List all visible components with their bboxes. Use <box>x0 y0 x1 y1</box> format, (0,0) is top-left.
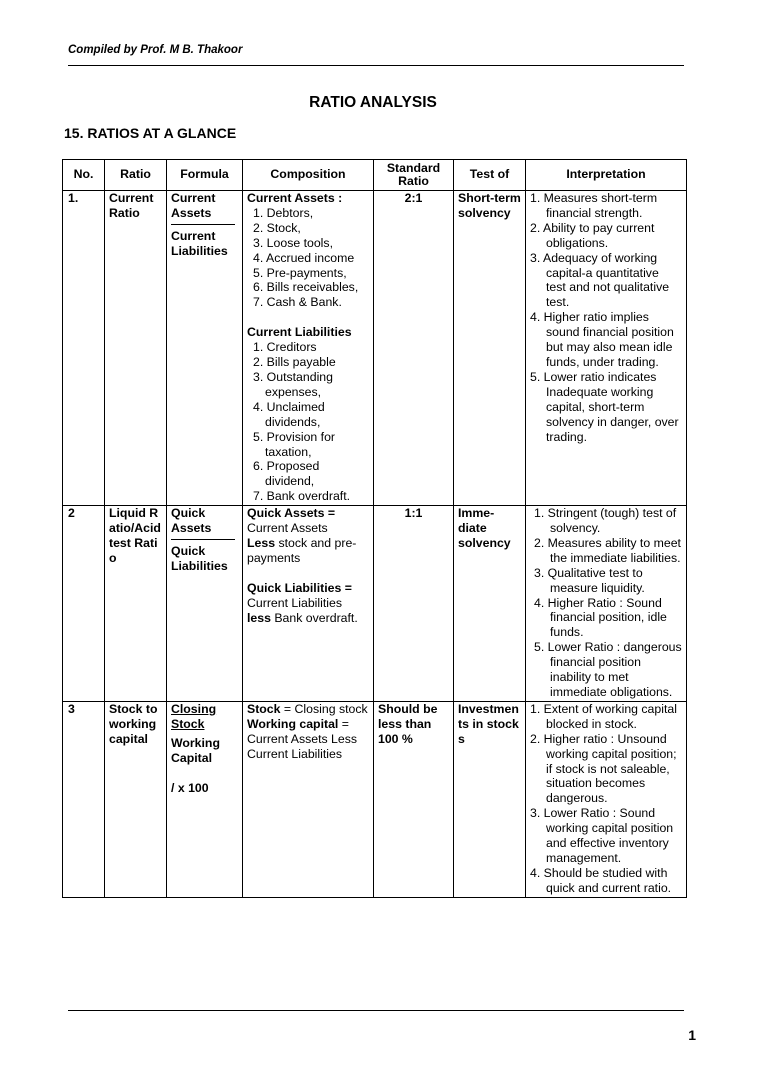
formula-cell <box>167 191 243 506</box>
list-item: 2. Measures ability to meet the immediate liabilities. <box>534 535 681 565</box>
formula-numerator: Quick Assets <box>171 506 212 536</box>
composition-line <box>247 702 369 717</box>
list-item: 3. Loose tools, <box>253 235 333 250</box>
composition-heading: Current Assets : <box>247 191 343 205</box>
test-of: Investments in stocks <box>454 701 526 897</box>
composition-heading: Quick Assets = <box>247 506 336 521</box>
interpretation-list <box>530 506 682 700</box>
list-item: 1. Creditors <box>253 340 317 355</box>
composition-line <box>247 611 369 626</box>
composition-cell <box>243 191 374 506</box>
col-header-test-of: Test of <box>454 160 526 191</box>
section-heading: 15. RATIOS AT A GLANCE <box>64 125 237 141</box>
row-number: 2 <box>63 506 105 702</box>
compiled-by-header: Compiled by Prof. M B. Thakoor <box>68 44 243 56</box>
composition-list <box>247 206 369 310</box>
composition-line: Current Liabilities <box>247 595 343 610</box>
stock-label: Stock <box>247 701 281 716</box>
list-item: 2. Higher ratio : Unsound working capital position; if stock is not saleable, situation becomes dangerous. <box>530 731 677 806</box>
list-item: 3. Qualitative test to measure liquidity. <box>534 565 645 595</box>
list-item: 2. Ability to pay current obligations. <box>530 220 655 250</box>
list-item: 1. Stringent (tough) test of solvency. <box>534 506 677 536</box>
header-divider <box>68 65 684 66</box>
composition-heading: Current Liabilities <box>247 325 352 340</box>
list-item: 5. Pre-payments, <box>253 265 347 280</box>
list-item: 4. Should be studied with quick and current ratio. <box>530 865 672 895</box>
list-item: 4. Higher Ratio : Sound financial position, idle funds. <box>534 595 667 640</box>
footer-divider <box>68 1010 684 1011</box>
formula-multiplier: / x 100 <box>171 780 209 795</box>
formula-cell <box>167 506 243 702</box>
col-header-standard-ratio: Standard Ratio <box>374 160 454 191</box>
list-item: 4. Accrued income <box>253 250 355 265</box>
composition-cell <box>243 701 374 897</box>
ratio-name: Stock to working capital <box>105 701 167 897</box>
col-header-no: No. <box>63 160 105 191</box>
interpretation-list <box>530 702 682 896</box>
formula-numerator: Closing Stock <box>171 701 217 731</box>
list-item: 5. Lower ratio indicates Inadequate working capital, short-term solvency in danger, over trading. <box>530 369 679 444</box>
list-item: 2. Stock, <box>253 220 301 235</box>
list-item: 7. Bank overdraft. <box>253 489 351 504</box>
row-number: 3 <box>63 701 105 897</box>
col-header-formula: Formula <box>167 160 243 191</box>
row-number: 1. <box>63 191 105 506</box>
standard-ratio: 1:1 <box>374 506 454 702</box>
col-header-ratio: Ratio <box>105 160 167 191</box>
working-capital-label: Working capital <box>247 716 339 731</box>
list-item: 5. Lower Ratio : dangerous financial position inability to met immediate obligations. <box>534 640 682 699</box>
page-number: 1 <box>688 1027 696 1043</box>
list-item: 4. Unclaimed dividends, <box>253 399 325 429</box>
list-item: 3. Outstanding expenses, <box>253 369 333 399</box>
list-item: 3. Lower Ratio : Sound working capital position and effective inventory management. <box>530 806 674 865</box>
interpretation-cell <box>526 506 687 702</box>
less-keyword: less <box>247 610 271 625</box>
col-header-composition: Composition <box>243 160 374 191</box>
formula-numerator: Current Assets <box>171 191 216 220</box>
composition-text: stock and pre-payments <box>247 535 357 565</box>
test-of: Short-term solvency <box>454 191 526 506</box>
list-item: 1. Debtors, <box>253 205 314 220</box>
list-item: 1. Measures short-term financial strength. <box>530 191 658 220</box>
interpretation-list <box>530 191 682 444</box>
composition-line <box>247 717 369 762</box>
formula-cell <box>167 701 243 897</box>
formula-denominator: Working Capital <box>171 735 220 765</box>
composition-heading: Quick Liabilities = <box>247 580 352 595</box>
list-item: 2. Bills payable <box>253 355 336 370</box>
table-row <box>63 701 687 897</box>
table-row <box>63 506 687 702</box>
col-header-interpretation: Interpretation <box>526 160 687 191</box>
standard-ratio: 2:1 <box>374 191 454 506</box>
list-item: 6. Proposed dividend, <box>253 459 320 489</box>
fraction-line <box>171 539 235 540</box>
composition-text: = Closing stock <box>283 701 368 716</box>
list-item: 1. Extent of working capital blocked in stock. <box>530 701 677 731</box>
list-item: 4. Higher ratio implies sound financial position but may also mean idle funds, under trading. <box>530 310 674 369</box>
interpretation-cell <box>526 191 687 506</box>
ratio-name: Liquid Ratio/Acid test Ratio <box>105 506 167 702</box>
composition-cell <box>243 506 374 702</box>
standard-ratio: Should be less than 100 % <box>374 701 454 897</box>
document-title: RATIO ANALYSIS <box>309 94 437 111</box>
formula-denominator: Current Liabilities <box>171 228 228 258</box>
composition-text: = Current Assets Less Current Liabilities <box>247 716 358 761</box>
list-item: 7. Cash & Bank. <box>253 295 342 310</box>
composition-line: Current Assets <box>247 521 328 536</box>
ratio-name: Current Ratio <box>105 191 167 506</box>
ratios-table <box>62 159 687 898</box>
list-item: 6. Bills receivables, <box>253 280 359 295</box>
less-keyword: Less <box>247 535 276 550</box>
list-item: 3. Adequacy of working capital-a quantitative test and not qualitative test. <box>530 250 670 310</box>
composition-text: Bank overdraft. <box>274 610 358 625</box>
table-row <box>63 191 687 506</box>
table-header-row <box>63 160 687 191</box>
interpretation-cell <box>526 701 687 897</box>
test-of: Imme-diate solvency <box>454 506 526 702</box>
composition-list <box>247 340 369 504</box>
list-item: 5. Provision for taxation, <box>253 429 336 459</box>
formula-denominator: Quick Liabilities <box>171 543 228 573</box>
fraction-line <box>171 224 235 225</box>
composition-line <box>247 536 369 566</box>
